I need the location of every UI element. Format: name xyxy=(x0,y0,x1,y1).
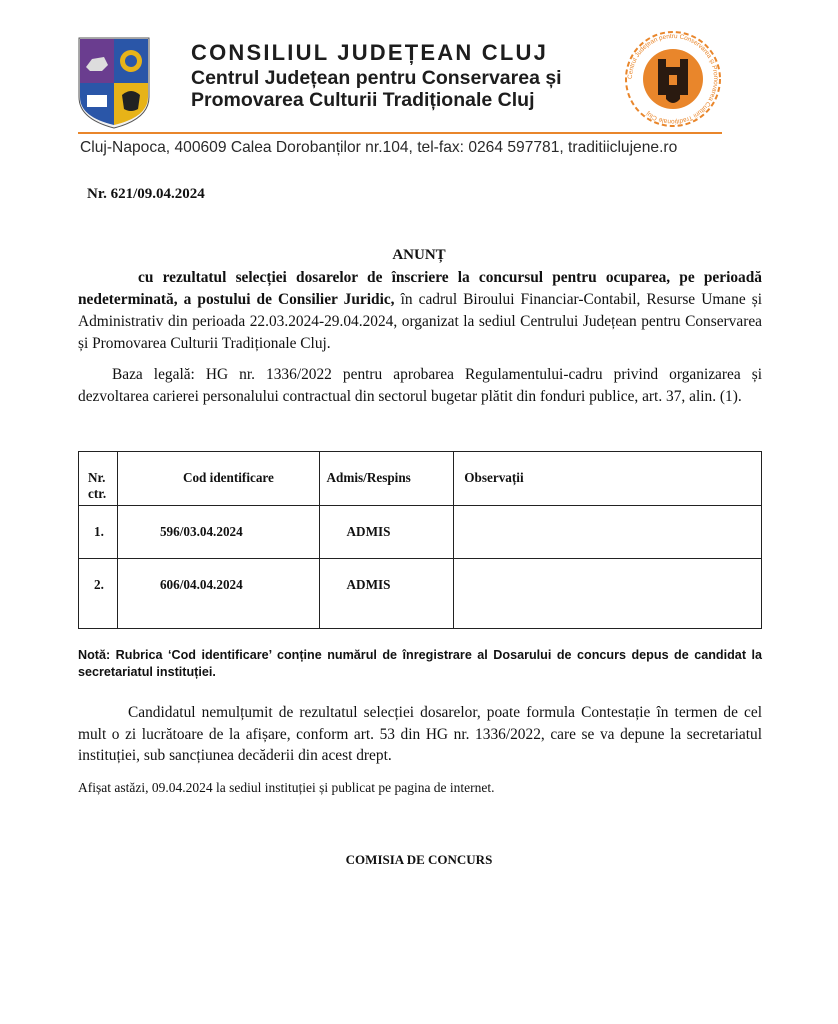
header-status: Admis/Respins xyxy=(319,452,454,506)
table-row xyxy=(79,559,762,629)
row-status: ADMIS xyxy=(319,506,454,559)
header-cod: Cod identificare xyxy=(117,452,319,506)
header-nr: Nr. ctr. xyxy=(79,452,118,506)
header-observatii: Observații xyxy=(454,452,762,506)
results-table xyxy=(78,451,762,629)
institution-name-line1: Centrul Județean pentru Conservarea și xyxy=(191,67,562,89)
institution-council-title: CONSILIUL JUDEȚEAN CLUJ xyxy=(191,40,548,65)
row-nr: 1. xyxy=(79,506,118,559)
registration-number: Nr. 621/09.04.2024 xyxy=(87,186,205,202)
announcement-intro xyxy=(78,267,762,355)
row-observatii xyxy=(454,559,762,629)
row-nr: 2. xyxy=(79,559,118,629)
legal-basis-text: Baza legală: HG nr. 1336/2022 pentru aprobarea Regulamentului-cadru privind organizarea și dezvoltarea carierei personalului contractual din sectorul bugetar plătit din fonduri publice, art. 37, alin. (1). xyxy=(78,366,762,405)
results-table-header xyxy=(79,452,762,506)
row-observatii xyxy=(454,506,762,559)
row-cod: 606/04.04.2024 xyxy=(117,559,319,629)
legal-basis xyxy=(78,364,762,408)
row-cod: 596/03.04.2024 xyxy=(117,506,319,559)
header-divider xyxy=(78,132,722,134)
announcement-heading: ANUNȚ xyxy=(392,247,446,263)
posting-statement: Afișat astăzi, 09.04.2024 la sediul instituției și publicat pe pagina de internet. xyxy=(78,780,495,795)
table-row xyxy=(79,506,762,559)
center-logo-icon xyxy=(618,27,728,127)
contest-info xyxy=(78,702,762,767)
institution-name-line2: Promovarea Culturii Tradiționale Cluj xyxy=(191,89,535,111)
table-note: Notă: Rubrica ‘Cod identificare’ conține numărul de înregistrare al Dosarului de concurs depus de candidat la secretariatul instituției. xyxy=(78,648,762,679)
commission-signature: COMISIA DE CONCURS xyxy=(345,852,493,867)
cluj-county-crest-icon xyxy=(78,37,150,129)
contest-text: Candidatul nemulțumit de rezultatul selecției dosarelor, poate formula Contestație în termen de cel mult o zi lucrătoare de la afișare, conform art. 53 din HG nr. 1336/2022, care se va depune la secretariatul instituției, sub sancțiunea decăderii din acest drept. xyxy=(78,704,762,764)
intro-bold-text: cu rezultatul selecției dosarelor de înscriere la concursul pentru ocuparea, pe perioadă nedeterminată, a postului de Consilier Juridic, xyxy=(78,269,762,308)
institution-address: Cluj-Napoca, 400609 Calea Dorobanților nr.104, tel-fax: 0264 597781, traditiiclujene.ro xyxy=(80,139,678,156)
intro-rest-text: în cadrul Biroului Financiar-Contabil, Resurse Umane și Administrativ din perioada 22.03.2024-29.04.2024, organizat la sediul Centrului Județean pentru Conservarea și Promovarea Culturii Tradiționale Cluj. xyxy=(78,291,762,352)
row-status: ADMIS xyxy=(319,559,454,629)
logo-ring-text: Centrul Județean pentru Conservarea și Promovarea Culturii Tradiționale Cluj xyxy=(626,32,720,126)
